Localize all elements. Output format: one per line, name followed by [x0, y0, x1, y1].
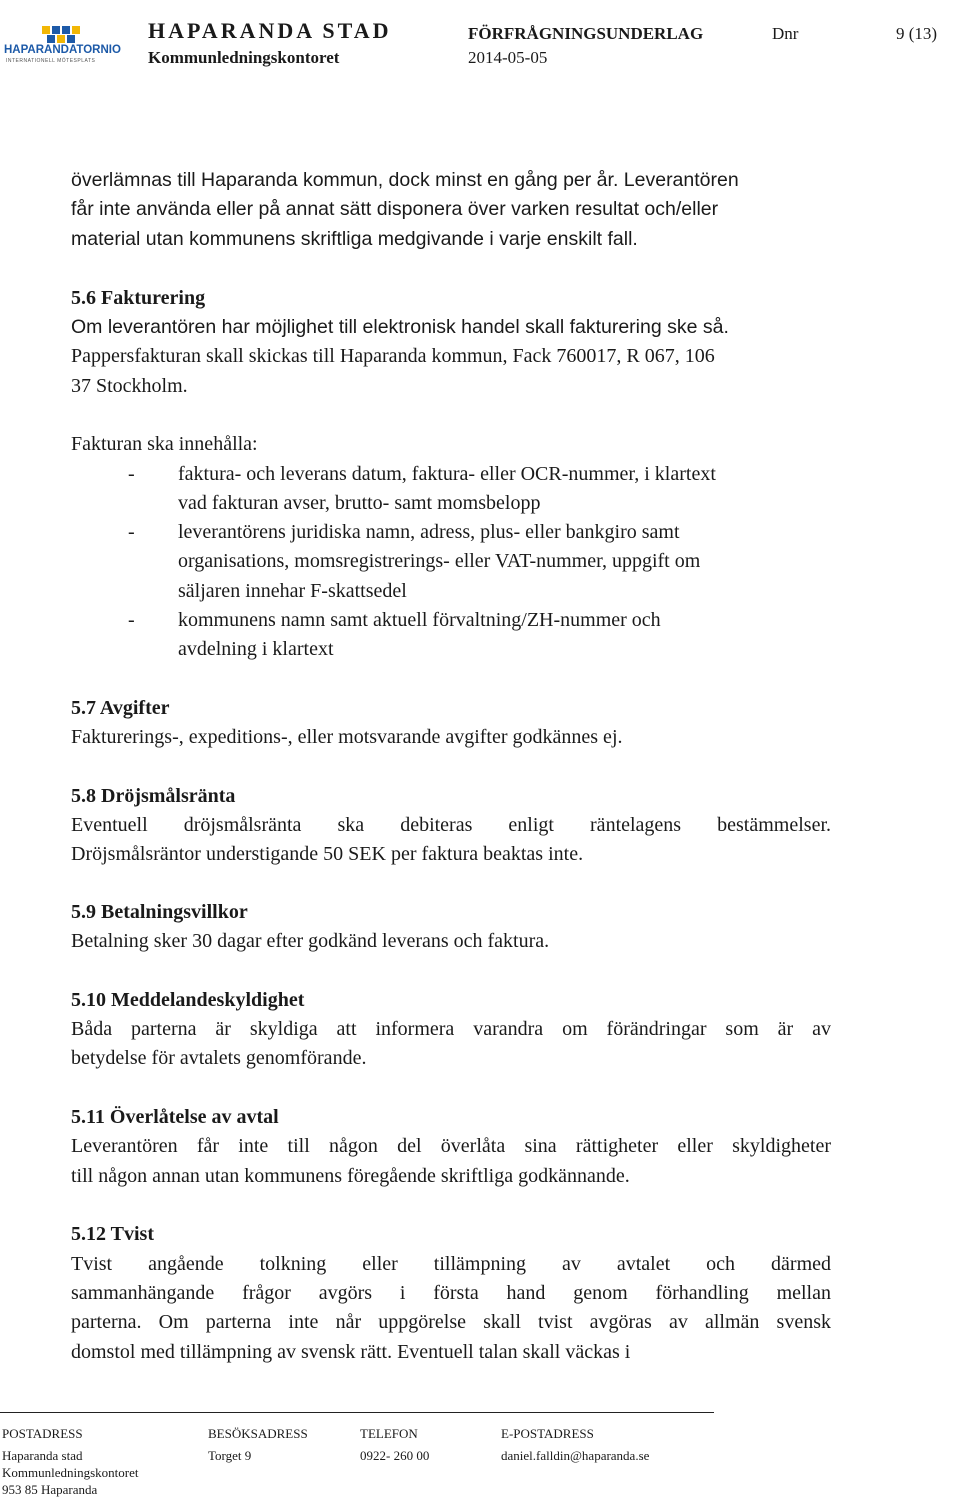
list-item-line: faktura- och leverans datum, faktura- eller OCR-nummer, i klartext [178, 463, 716, 485]
intro-line: material utan kommunens skriftliga medgivande i varje enskilt fall. [71, 227, 638, 250]
document-type: FÖRFRÅGNINGSUNDERLAG [468, 24, 704, 43]
section-5-7-text: Fakturerings-, expeditions-, eller motsvarande avgifter godkännes ej. [71, 726, 623, 748]
list-dash: - [128, 521, 135, 543]
footer-besoksadress: Torget 9 [208, 1448, 252, 1463]
footer-postadress-line: 953 85 Haparanda [2, 1482, 98, 1497]
logo-subtext: INTERNATIONELL MÖTESPLATS [6, 58, 96, 64]
section-5-6-line: Om leverantören har möjlighet till elektronisk handel skall fakturering ske så. [71, 316, 729, 338]
section-5-6-line: Pappersfakturan skall skickas till Haparanda kommun, Fack 760017, R 067, 106 [71, 345, 715, 367]
section-5-10-line: Båda parterna är skyldiga att informera varandra om förändringar som är av [71, 1018, 831, 1040]
footer-postadress-label: POSTADRESS [2, 1426, 83, 1441]
section-heading-5-6: 5.6 Fakturering [71, 287, 206, 309]
organization-name: HAPARANDA STAD [148, 18, 392, 43]
section-5-12-line: domstol med tillämpning av svensk rätt. Eventuell talan skall väckas i [71, 1341, 631, 1363]
list-item-line: vad fakturan avser, brutto- samt momsbelopp [178, 492, 541, 515]
intro-line: får inte använda eller på annat sätt disponera över varken resultat och/eller [71, 198, 719, 221]
list-item-line: leverantörens juridiska namn, adress, plus- eller bankgiro samt [178, 521, 680, 543]
list-item-line: säljaren innehar F-skattsedel [178, 579, 407, 602]
section-5-11-line: till någon annan utan kommunens föregående skriftliga godkännande. [71, 1165, 630, 1187]
footer-telefon-label: TELEFON [360, 1426, 418, 1441]
section-heading-5-9: 5.9 Betalningsvillkor [71, 901, 248, 923]
section-heading-5-10: 5.10 Meddelandeskyldighet [71, 989, 305, 1011]
section-5-8-line: Dröjsmålsräntor understigande 50 SEK per faktura beaktas inte. [71, 843, 584, 865]
section-5-8-line: Eventuell dröjsmålsränta ska debiteras enligt räntelagens bestämmelser. [71, 814, 831, 836]
list-item-line: organisations, momsregistrerings- eller VAT-nummer, uppgift om [178, 550, 701, 573]
section-5-6-line: 37 Stockholm. [71, 375, 188, 397]
section-heading-5-8: 5.8 Dröjsmålsränta [71, 785, 236, 807]
footer-epost-label: E-POSTADRESS [501, 1426, 594, 1441]
section-5-10-line: betydelse för avtalets genomförande. [71, 1047, 367, 1069]
section-heading-5-11: 5.11 Överlåtelse av avtal [71, 1106, 279, 1128]
list-item-line: avdelning i klartext [178, 638, 334, 661]
intro-paragraph [71, 166, 831, 254]
list-dash: - [128, 609, 135, 631]
footer-besoksadress-label: BESÖKSADRESS [208, 1426, 308, 1441]
footer-divider [0, 1412, 714, 1413]
page-number: 9 (13) [896, 24, 938, 43]
section-5-12-line: Tvist angående tolkning eller tillämpning av avtalet och därmed [71, 1253, 831, 1275]
section-heading-5-12: 5.12 Tvist [71, 1223, 154, 1245]
footer-postadress-line: Haparanda stad [2, 1448, 83, 1463]
footer-postadress-line: Kommunledningskontoret [2, 1465, 139, 1480]
footer-telefon: 0922- 260 00 [360, 1448, 430, 1463]
list-dash: - [128, 463, 135, 485]
intro-line: överlämnas till Haparanda kommun, dock minst en gång per år. Leverantören [71, 169, 739, 191]
section-5-12-line: parterna. Om parterna inte når uppgörelse skall tvist avgöras av allmän svensk [71, 1311, 831, 1333]
department-name: Kommunledningskontoret [148, 48, 340, 67]
footer-epost-link[interactable]: daniel.falldin@haparanda.se [501, 1448, 650, 1463]
logo-text: HAPARANDATORNIO [4, 44, 121, 56]
section-5-11-line: Leverantören får inte till någon del överlåta sina rättigheter eller skyldigheter [71, 1135, 831, 1157]
dnr-label: Dnr [772, 24, 799, 43]
document-date: 2014-05-05 [468, 48, 548, 67]
footer-postadress [2, 1447, 139, 1498]
invoice-list-intro: Fakturan ska innehålla: [71, 433, 258, 455]
list-item-line: kommunens namn samt aktuell förvaltning/ZH-nummer och [178, 609, 661, 631]
section-heading-5-7: 5.7 Avgifter [71, 697, 170, 719]
section-5-12-line: sammanhängande frågor avgörs i första hand genom förhandling mellan [71, 1282, 831, 1304]
haparanda-tornio-logo [4, 24, 126, 66]
section-5-9-text: Betalning sker 30 dagar efter godkänd leverans och faktura. [71, 930, 550, 952]
